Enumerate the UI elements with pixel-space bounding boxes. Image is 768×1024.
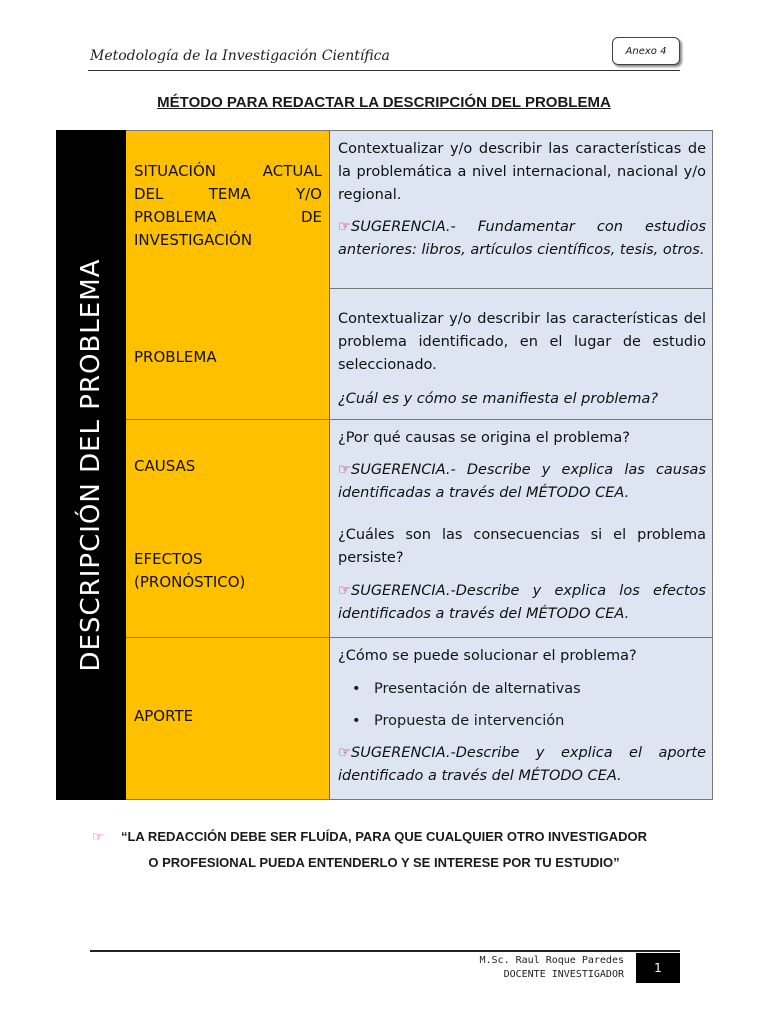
- header-divider: [88, 70, 680, 71]
- suggestion-text: SUGERENCIA.-Describe y explica los efectos identificados a través del MÉTODO CEA.: [338, 583, 706, 622]
- table-border-bottom: [126, 799, 713, 800]
- suggestion-efectos: [338, 580, 706, 626]
- label-line: INVESTIGACIÓN: [134, 231, 253, 249]
- suggestion-text: SUGERENCIA.-Describe y explica el aporte identificado a través del MÉTODO CEA.: [338, 745, 706, 784]
- pointing-hand-icon: ☞: [338, 745, 351, 761]
- text-situacion: Contextualizar y/o describir las características de la problemática a nivel internacional, nacional y/o regional.: [338, 141, 706, 203]
- suggestion-situacion: [338, 216, 706, 262]
- label-causas: CAUSAS: [134, 457, 196, 475]
- footer-author: [450, 954, 624, 982]
- quote-line: O PROFESIONAL PUEDA ENTENDERLO Y SE INTERESE POR TU ESTUDIO”: [148, 855, 620, 870]
- question-causas: ¿Por qué causas se origina el problema?: [338, 430, 630, 446]
- label-efectos: [134, 548, 322, 594]
- author-name: M.Sc. Raul Roque Paredes: [479, 955, 624, 966]
- text-problema: Contextualizar y/o describir las características del problema identificado, en el lugar de estudio seleccionado.: [338, 311, 706, 373]
- suggestion-causas: [338, 459, 706, 505]
- suggestion-text: SUGERENCIA.- Fundamentar con estudios anteriores: libros, artículos científicos, tesis, otros.: [338, 219, 706, 258]
- document-title: MÉTODO PARA REDACTAR LA DESCRIPCIÓN DEL PROBLEMA: [157, 94, 611, 111]
- annex-badge: Anexo 4: [612, 37, 680, 65]
- label-line: EFECTOS: [134, 550, 203, 568]
- pointing-hand-icon: ☞: [338, 219, 351, 235]
- question-aporte: ¿Cómo se puede solucionar el problema?: [338, 648, 637, 664]
- label-aporte: APORTE: [134, 707, 194, 725]
- side-label-text: DESCRIPCIÓN DEL PROBLEMA: [76, 258, 106, 672]
- pointing-hand-icon: ☞: [338, 462, 351, 478]
- pointing-hand-icon: ☞: [338, 583, 351, 599]
- question-problema: ¿Cuál es y cómo se manifiesta el problema?: [338, 391, 659, 407]
- label-line: PROBLEMA DE: [134, 208, 322, 226]
- list-item: • Presentación de alternativas: [338, 673, 706, 705]
- problem-description-table: [56, 130, 713, 800]
- pointing-hand-icon: ☞: [92, 829, 104, 844]
- label-line: (PRONÓSTICO): [134, 573, 246, 591]
- footer-divider: [90, 950, 680, 952]
- suggestion-text: SUGERENCIA.- Describe y explica las causas identificadas a través del MÉTODO CEA.: [338, 462, 706, 501]
- aporte-bullet-list: [338, 673, 706, 737]
- row-divider-situacion: [330, 288, 713, 289]
- page-number: 1: [636, 953, 680, 983]
- label-line: DEL TEMA Y/O: [134, 185, 322, 203]
- label-situacion: [134, 160, 322, 252]
- table-border-top: [126, 130, 713, 131]
- question-efectos: ¿Cuáles son las consecuencias si el problema persiste?: [338, 527, 706, 566]
- author-role: DOCENTE INVESTIGADOR: [503, 969, 624, 980]
- closing-quote: [0, 824, 768, 876]
- list-item: • Propuesta de intervención: [338, 705, 706, 737]
- row-divider-problema: [126, 419, 713, 420]
- header-title: Metodología de la Investigación Científica: [90, 48, 390, 64]
- row-divider-efectos: [126, 637, 713, 638]
- suggestion-aporte: [338, 742, 706, 788]
- label-problema: PROBLEMA: [134, 348, 217, 366]
- side-label-panel: [56, 130, 126, 800]
- table-border-right: [712, 130, 713, 800]
- label-line: SITUACIÓN ACTUAL: [134, 162, 322, 180]
- quote-line: “LA REDACCIÓN DEBE SER FLUÍDA, PARA QUE CUALQUIER OTRO INVESTIGADOR: [120, 829, 648, 844]
